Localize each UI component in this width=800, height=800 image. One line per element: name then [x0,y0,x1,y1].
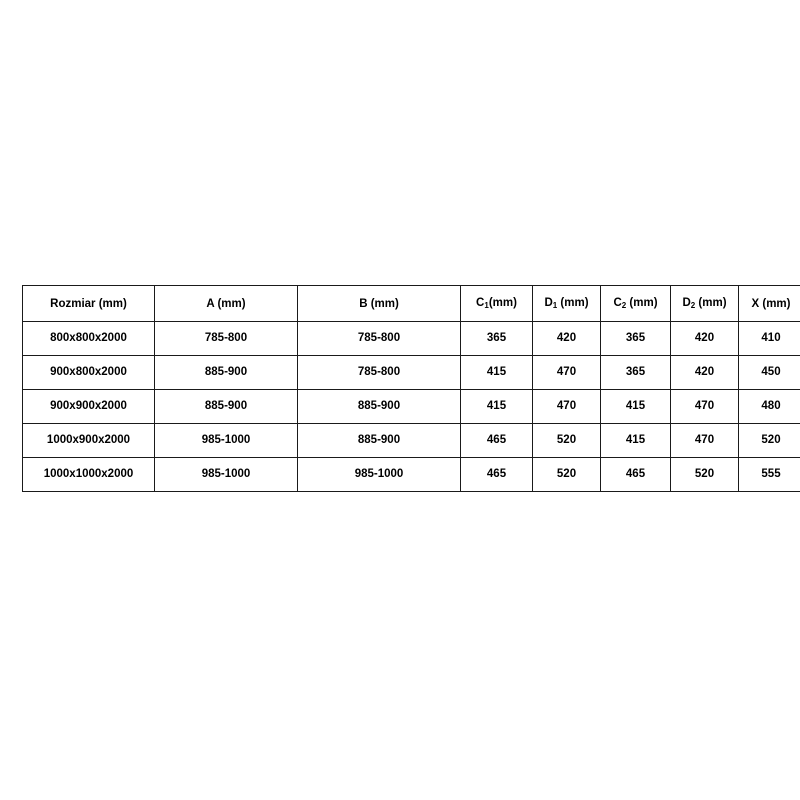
column-header-d2-base: D [682,297,691,309]
cell-size: 1000x900x2000 [23,424,155,458]
cell-a: 885-900 [155,390,298,424]
cell-d1: 520 [533,458,601,492]
cell-c1: 365 [461,322,533,356]
column-header-c2-base: C [613,297,622,309]
table-header [23,286,800,322]
table-row [23,424,800,458]
cell-c2: 415 [601,424,671,458]
header-row [23,286,800,322]
cell-size: 1000x1000x2000 [23,458,155,492]
table-row [23,322,800,356]
column-header-c1-base: C [476,297,485,309]
column-header-d1-sub: 1 [552,301,558,310]
column-header-c2-unit: (mm) [626,297,658,309]
cell-c1: 465 [461,458,533,492]
column-header-c1-sub: 1 [484,301,489,310]
cell-c2: 415 [601,390,671,424]
cell-b: 985-1000 [298,458,461,492]
cell-d1: 470 [533,356,601,390]
column-header-d1 [533,286,601,322]
cell-size: 900x800x2000 [23,356,155,390]
cell-a: 985-1000 [155,458,298,492]
table-row [23,458,800,492]
cell-d2: 470 [671,424,739,458]
column-header-d2 [671,286,739,322]
column-header-c2-sub: 2 [621,301,627,310]
cell-d2: 470 [671,390,739,424]
cell-b: 785-800 [298,322,461,356]
cell-x: 555 [739,458,800,492]
column-header-d1-base: D [544,297,553,309]
cell-b: 885-900 [298,390,461,424]
cell-d1: 520 [533,424,601,458]
table-row [23,390,800,424]
cell-d1: 420 [533,322,601,356]
cell-x: 480 [739,390,800,424]
cell-size: 800x800x2000 [23,322,155,356]
column-header-x: X (mm) [739,286,800,322]
column-header-d1-unit: (mm) [557,297,589,309]
cell-a: 885-900 [155,356,298,390]
cell-c2: 465 [601,458,671,492]
column-header-b: B (mm) [298,286,461,322]
cell-d2: 420 [671,356,739,390]
column-header-a: A (mm) [155,286,298,322]
column-header-c1 [461,286,533,322]
cell-c2: 365 [601,356,671,390]
cell-b: 885-900 [298,424,461,458]
cell-c1: 465 [461,424,533,458]
dimensions-table-container [22,285,791,492]
table-row [23,356,800,390]
cell-c1: 415 [461,356,533,390]
column-header-d2-unit: (mm) [695,297,727,309]
cell-d1: 470 [533,390,601,424]
dimensions-table [22,285,800,492]
cell-x: 410 [739,322,800,356]
cell-d2: 420 [671,322,739,356]
cell-x: 520 [739,424,800,458]
cell-a: 785-800 [155,322,298,356]
column-header-c2 [601,286,671,322]
cell-c2: 365 [601,322,671,356]
cell-a: 985-1000 [155,424,298,458]
column-header-size: Rozmiar (mm) [23,286,155,322]
column-header-c1-unit: (mm) [488,297,517,309]
cell-x: 450 [739,356,800,390]
cell-b: 785-800 [298,356,461,390]
column-header-d2-sub: 2 [690,301,696,310]
table-body [23,322,800,492]
cell-d2: 520 [671,458,739,492]
cell-size: 900x900x2000 [23,390,155,424]
cell-c1: 415 [461,390,533,424]
